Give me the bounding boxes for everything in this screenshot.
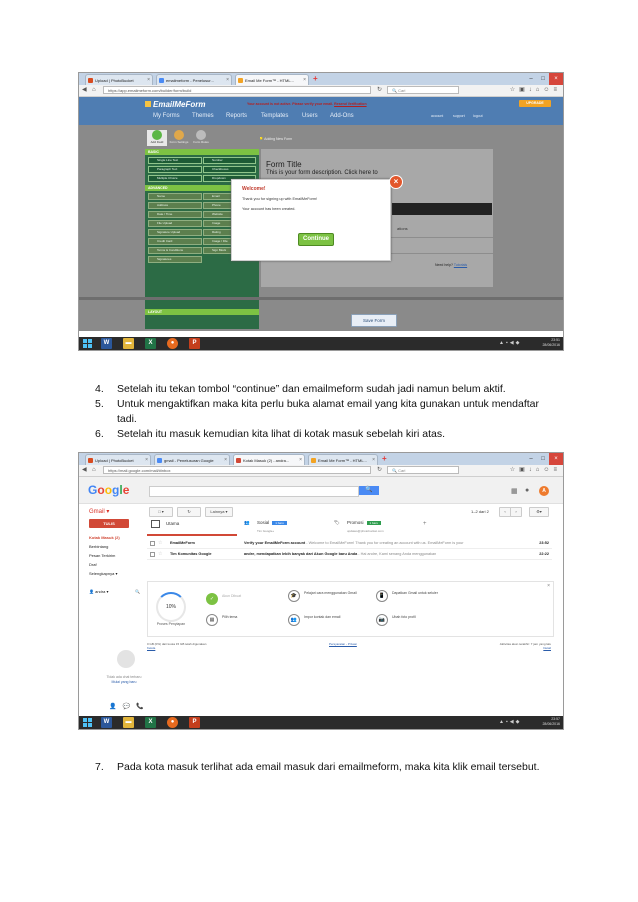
inbox-icon [151,520,160,528]
avatar[interactable]: A [539,486,549,496]
firefox-icon[interactable]: ● [167,717,178,728]
start-icon[interactable] [83,339,92,348]
nav-templates[interactable]: Templates [261,113,289,119]
firefox-icon[interactable]: ● [167,338,178,349]
home-icon[interactable]: ⌂ [92,87,96,93]
window-controls [525,453,563,465]
gmail-header [79,477,563,504]
last-activity: Aktivitas akun terakhir: 7 jam yang lalu Detail [499,642,551,650]
home-icon[interactable]: ⌂ [92,467,96,473]
close-window-icon[interactable]: × [549,73,563,85]
tab-social[interactable]: 👥 Sosial 1 baru Tim Google+ [244,520,287,534]
nav-my-forms[interactable]: My Forms [153,113,180,119]
continue-button[interactable]: Continue [298,233,334,246]
tab-emailmeform[interactable]: Email Me Form™ - HTML... × [235,74,309,85]
tray-icons[interactable]: ▲▪◀◆ [499,719,522,725]
tab-photobucket[interactable]: Upload | PhotoBucket × [85,74,153,85]
window-controls [525,73,563,85]
reload-icon[interactable]: ↻ [377,87,383,93]
toolbar-icons[interactable]: ☆▣↓⌂☺≡ [509,467,561,473]
form-title[interactable]: Form Title [266,160,302,169]
sidebar-item-drafts[interactable]: Draf [89,562,97,567]
field-dropdown[interactable]: Dropdown [203,175,256,182]
section-advanced[interactable]: ADVANCED [145,185,259,191]
bottom-strip [79,297,563,300]
field-paragraph-text[interactable]: Paragraph Text [148,166,202,173]
word-icon[interactable]: W [101,717,112,728]
field-email[interactable]: Email [203,193,256,200]
logo-letter: o [104,483,113,497]
sidebar-item-sent[interactable]: Pesan Terkirim [89,553,116,558]
clock: 23:57 28/06/2016 [542,717,560,726]
dialog-message: Thank you for signing up with EmailMeForm! [242,197,318,201]
placeholder-fragment: ations [397,226,408,231]
field-checkboxes[interactable]: Checkboxes [203,166,256,173]
field-image-file[interactable]: Image / File [203,238,256,245]
setup-progress-card: × 10% Proses Penyiapan ✓ Akun Dibuat 🎓 Pelajari cara menggunakan Gmail 📱 Dapatkan Gmail untuk seluler ▦ Pilih tema 👥 Impor kontak dan email 📷 Ubah foto profil [147,581,554,637]
dialog-message: Your account has been created. [242,207,296,211]
section-basic[interactable]: BASIC [145,149,259,155]
clock: 23:51 28/06/2016 [542,338,560,347]
tutorial-link[interactable]: Tutorials [453,263,468,267]
field-file-upload[interactable]: File Upload [148,220,202,227]
next-page-button[interactable]: › [510,507,522,517]
message-row-google-community[interactable]: ☆ Tim Komunitas Google andre, mendapatkan lebih banyak dari Akun Google baru Anda - Hai andre, Kami senang Anda menggunakan 22:22 [147,549,552,560]
check-icon: ✓ [206,593,218,605]
back-icon[interactable]: ◀ [82,87,87,93]
graduation-cap-icon: 🎓 [288,590,300,602]
emf-header [79,97,563,125]
close-icon[interactable]: × [547,583,550,589]
gmail-app [79,477,563,716]
google-favicon [159,78,164,83]
field-date-time[interactable]: Date / Time [148,211,202,218]
close-icon[interactable]: × [303,77,306,83]
field-credit-card[interactable]: Credit Card [148,238,202,245]
step-4: 4. Setelah itu tekan tombol “continue” dan emailmeform sudah jadi namun belum aktif. [95,383,506,395]
theme-icon: ▦ [206,614,218,626]
field-address[interactable]: Address [148,202,202,209]
address-field[interactable]: https://mail.google.com/mail/#inbox [103,466,371,474]
upgrade-button[interactable]: UPGRADE [519,100,551,107]
back-icon[interactable]: ◀ [82,467,87,473]
url-bar [79,465,563,477]
builder-area [79,125,563,331]
excel-icon[interactable]: X [145,717,156,728]
message-count: 1–2 dari 2 [471,509,489,514]
field-website[interactable]: Website [203,211,256,218]
storage-info: 0 GB (0%) dari kuota 15 GB telah digunakan Kelola [147,642,207,650]
field-terms[interactable]: Terms & Conditions [148,247,202,254]
nav-themes[interactable]: Themes [192,113,214,119]
emailmeform-favicon [238,78,243,83]
new-tab-icon[interactable]: + [382,454,387,463]
close-icon[interactable]: × [372,457,375,463]
terms-privacy-link[interactable]: Persyaratan - Privasi [329,642,357,646]
settings-gear-icon[interactable]: ⚙▾ [529,507,549,517]
field-signatures[interactable]: Signatures [148,256,202,263]
tab-primary[interactable]: Utama [151,520,179,534]
start-icon[interactable] [83,718,92,727]
taskbar [79,337,563,350]
form-rules-tool[interactable]: Form Rules [191,130,211,146]
word-icon[interactable]: W [101,338,112,349]
close-window-icon[interactable]: × [549,453,563,465]
row-checkbox[interactable] [150,552,155,557]
select-all-checkbox[interactable]: □ ▾ [149,507,173,517]
hangouts-empty: Tidak ada chat terbaru Mulai yang baru [106,675,142,684]
logo-letter: e [122,483,130,497]
google-favicon [157,458,162,463]
form-description[interactable]: This is your form description. Click here to [266,170,378,176]
search-field[interactable]: 🔍 Cari [387,466,459,474]
welcome-dialog [231,179,391,261]
field-highlight-bar [392,203,492,215]
search-field[interactable]: 🔍 Cari [387,86,459,94]
emf-app [79,97,563,337]
address-field[interactable]: https://app.emailmeform.com/builder/form/build [103,86,371,94]
sidebar-item-inbox[interactable]: Kotak Masuk (2) [89,535,120,540]
prev-page-button[interactable]: ‹ [499,507,511,517]
apps-grid-icon[interactable]: ▦ [511,488,518,495]
form-settings-tool[interactable]: Form Settings [169,130,189,146]
instruction-list-2 [95,760,565,775]
setup-percent: 10% [156,592,186,622]
account-alert: Your account is not active. Please verify your email. Resend Verification [247,102,367,106]
step-6: 6. Setelah itu masuk kemudian kita lihat di kotak masuk sebelah kiri atas. [95,428,445,440]
add-field-tool[interactable]: Add Field [147,130,167,146]
need-help: Need help? Tutorials [435,263,468,267]
taskbar [79,716,563,729]
folder-icon[interactable]: ▬ [123,717,134,728]
adding-new-form-label: 💡 Adding New Form [259,137,293,141]
search-people-icon[interactable]: 🔍 [135,589,140,594]
photobucket-favicon [88,78,93,83]
search-button[interactable]: 🔍 [359,486,379,495]
maximize-icon[interactable]: □ [541,76,545,82]
manage-link[interactable]: Kelola [147,646,156,650]
google-logo[interactable] [88,483,129,497]
nav-reports[interactable]: Reports [226,113,248,119]
active-tab-indicator [147,534,237,536]
sidebar-item-starred[interactable]: Berbintang [89,544,109,549]
message-row-emailmeform[interactable]: ☆ EmailMeForm Verify your EmailMeForm account - Welcome to EmailMeForm! Thank you for creating an account with us. EmailMeForm is your 23:52 [147,538,552,549]
toolbar-icons[interactable]: ☆▣↓⌂☺≡ [509,87,561,93]
screenshot-gmail [78,452,564,730]
maximize-icon[interactable]: □ [541,456,545,462]
field-number[interactable]: Number [203,157,256,164]
field-phone[interactable]: Phone [203,202,256,209]
gmail-search-input[interactable] [149,486,359,497]
notification-icon[interactable]: ● [525,487,530,494]
tag-icon: 🏷 [334,520,340,525]
save-form-button[interactable]: Save Form [351,314,397,327]
new-tab-icon[interactable]: + [313,74,318,83]
plus-icon [152,130,162,140]
field-single-line-text[interactable]: Single Line Text [148,157,202,164]
close-icon[interactable]: × [299,457,302,463]
contacts-icon: 👥 [288,614,300,626]
tab-google-search[interactable]: emailmeform - Penelusur... × [156,74,232,85]
refresh-button[interactable]: ↻ [177,507,201,517]
tab-photobucket[interactable]: Upload | PhotoBucket × [85,454,151,465]
tab-google-search[interactable]: gmail - Penelusuran Google × [154,454,230,465]
support-link[interactable]: support [453,114,465,118]
folder-icon[interactable]: ▬ [123,338,134,349]
more-button[interactable]: Lainnya ▾ [205,507,233,517]
hangouts-toolbar-icons[interactable]: 👤💬📞 [109,704,150,710]
user-chip[interactable]: 👤 andra ▾ [89,589,109,594]
compose-button[interactable]: TULIS [89,519,129,528]
gmail-favicon [236,458,241,463]
instruction-list-1 [95,382,565,442]
logo-letter: g [112,483,120,497]
nav-users[interactable]: Users [302,113,318,119]
field-sign-block[interactable]: Sign Block [203,247,256,254]
phone-icon: 📱 [376,590,388,602]
tab-emailmeform[interactable]: Email Me Form™ - HTML... × [308,454,378,465]
tab-bar [79,73,563,85]
emailmeform-favicon [311,458,316,463]
step-7: 7. Pada kota masuk terlihat ada email masuk dari emailmeform, maka kita klik email tersebut. [95,761,540,773]
dialog-title: Welcome! [242,186,266,192]
powerpoint-icon[interactable]: P [189,717,200,728]
account-link[interactable]: account [431,114,444,118]
close-icon[interactable]: × [145,457,148,463]
resend-verification-link[interactable]: Resend Verification [334,102,367,106]
screenshot-emailmeform [78,72,564,351]
star-icon[interactable]: ☆ [158,540,163,546]
add-tab-icon[interactable]: + [423,521,427,527]
field-rating[interactable]: Rating [203,229,256,236]
close-icon[interactable]: × [147,77,150,83]
row-checkbox[interactable] [150,541,155,546]
minimize-icon[interactable]: – [529,456,533,462]
logo-letter: G [88,483,98,497]
settings-icon [174,130,184,140]
field-image[interactable]: Image [203,220,256,227]
tab-gmail-inbox[interactable]: Kotak Masuk (2) - andra... × [233,454,305,465]
photobucket-favicon [88,458,93,463]
gmail-label[interactable]: Gmail ▾ [89,509,110,515]
reload-icon[interactable]: ↻ [377,467,383,473]
nav-addons[interactable]: Add-Ons [330,113,354,119]
tray-icons[interactable]: ▲▪◀◆ [499,340,522,346]
gear-icon [196,130,206,140]
camera-icon: 📷 [376,614,388,626]
hangouts-icon [117,650,135,668]
setup-percent-label: Proses Penyiapan [156,622,186,626]
section-layout[interactable]: LAYOUT [145,309,259,315]
tab-promotions[interactable]: 🏷 Promosi 1 baru updates@photobucket.com [334,520,384,533]
minimize-icon[interactable]: – [529,76,533,82]
step-5: 5. Untuk mengaktifkan maka kita perlu buka alamat email yang kita gunakan untuk mendaftar tadi. [95,398,539,425]
field-signature-upload[interactable]: Signature Upload [148,229,202,236]
field-name[interactable]: Name [148,193,202,200]
field-multiple-choice[interactable]: Multiple Choice [148,175,202,182]
tab-bar [79,453,563,465]
sidebar-item-more[interactable]: Selengkapnya ▾ [89,571,118,576]
logo-letter: o [97,483,105,497]
logout-link[interactable]: logout [473,114,483,118]
logo-letter: l [119,483,123,497]
start-new-chat-link[interactable]: Mulai yang baru [111,680,137,684]
powerpoint-icon[interactable]: P [189,338,200,349]
details-link[interactable]: Detail [543,646,551,650]
excel-icon[interactable]: X [145,338,156,349]
logo-icon [145,101,151,107]
people-icon: 👥 [244,520,250,525]
close-icon[interactable]: × [226,77,229,83]
close-icon[interactable]: × [224,457,227,463]
dialog-close-icon[interactable]: × [389,175,403,189]
emf-logo[interactable]: EmailMeForm [145,100,205,109]
url-bar [79,85,563,97]
star-icon[interactable]: ☆ [158,551,163,557]
